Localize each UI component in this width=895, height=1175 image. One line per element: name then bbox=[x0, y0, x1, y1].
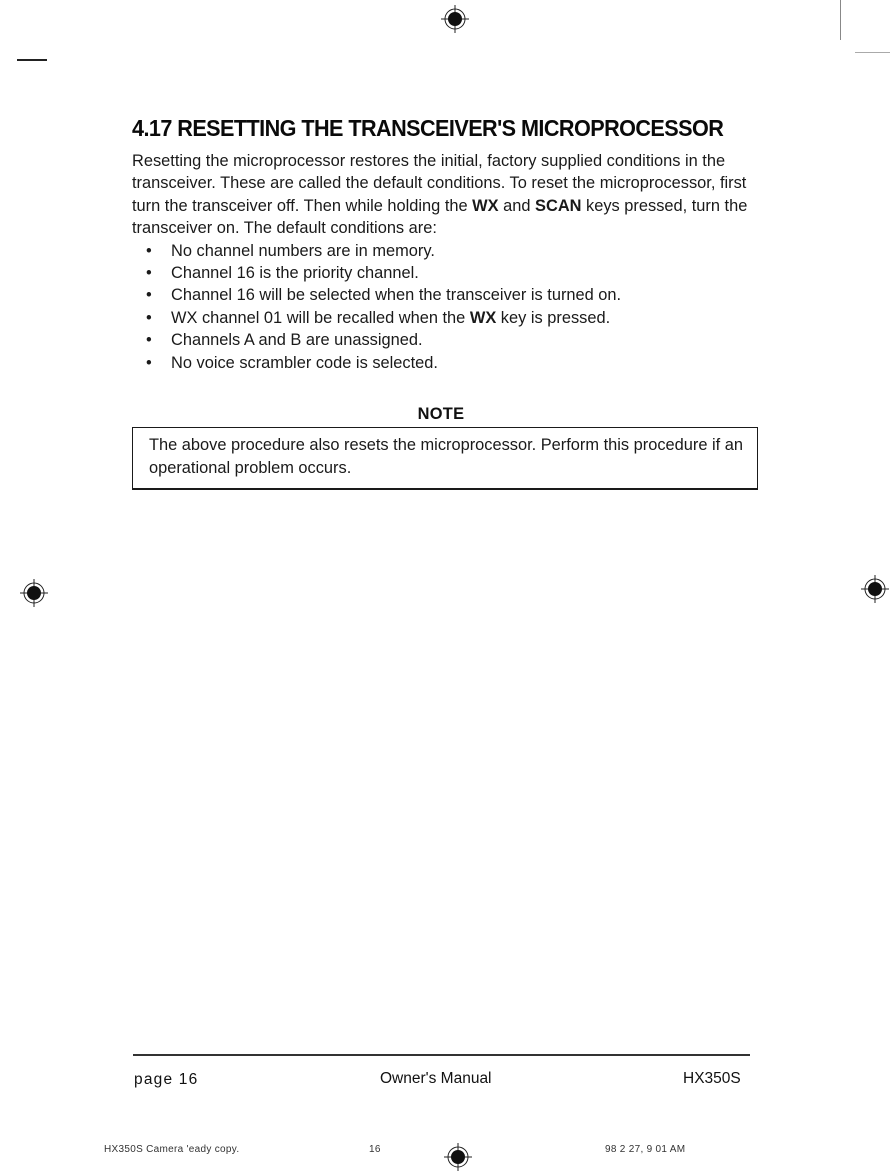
crop-mark bbox=[17, 59, 47, 61]
footer-manual-title: Owner's Manual bbox=[380, 1070, 492, 1087]
list-item: • No channel numbers are in memory. bbox=[132, 240, 752, 262]
footer-page-number: page 16 bbox=[134, 1071, 199, 1088]
bullet-icon: • bbox=[146, 353, 152, 372]
wx-key-label: WX bbox=[472, 196, 499, 215]
list-item: • Channels A and B are unassigned. bbox=[132, 329, 752, 351]
list-item: • Channel 16 will be selected when the transceiver is turned on. bbox=[132, 284, 752, 306]
list-item: • WX channel 01 will be recalled when the WX key is pressed. bbox=[132, 307, 752, 329]
default-conditions-list bbox=[132, 240, 752, 374]
footer-rule bbox=[133, 1054, 750, 1056]
note-box: The above procedure also resets the microprocessor. Perform this procedure if an operational problem occurs. bbox=[132, 427, 758, 490]
bullet-icon: • bbox=[146, 286, 152, 305]
note-heading: NOTE bbox=[417, 405, 465, 423]
crop-mark bbox=[855, 52, 890, 53]
bullet-icon: • bbox=[146, 241, 152, 260]
registration-mark-icon bbox=[441, 1140, 475, 1174]
bullet-icon: • bbox=[146, 264, 152, 283]
registration-mark-icon bbox=[858, 572, 892, 606]
section-title: 4.17 RESETTING THE TRANSCEIVER'S MICROPROCESSOR bbox=[132, 115, 724, 141]
slug-timestamp: 98 2 27, 9 01 AM bbox=[605, 1144, 686, 1155]
list-item: • Channel 16 is the priority channel. bbox=[132, 262, 752, 284]
section-body bbox=[132, 150, 752, 374]
bullet-icon: • bbox=[146, 331, 152, 350]
footer-model: HX350S bbox=[683, 1070, 741, 1087]
slug-file-label: HX350S Camera 'eady copy. bbox=[104, 1144, 240, 1155]
registration-mark-icon bbox=[17, 576, 51, 610]
bullet-icon: • bbox=[146, 308, 152, 327]
scan-key-label: SCAN bbox=[535, 196, 582, 215]
crop-mark bbox=[840, 0, 841, 40]
intro-paragraph: Resetting the microprocessor restores the initial, factory supplied conditions in the transceiver. These are called the default conditions. To reset the microprocessor, first turn the transceiver off. Then while holding the WX and SCAN keys pressed, turn the transceiver on. The default conditions are: bbox=[132, 152, 748, 238]
registration-mark-icon bbox=[438, 2, 472, 36]
list-item: • No voice scrambler code is selected. bbox=[132, 352, 752, 374]
slug-page-number: 16 bbox=[369, 1144, 381, 1155]
